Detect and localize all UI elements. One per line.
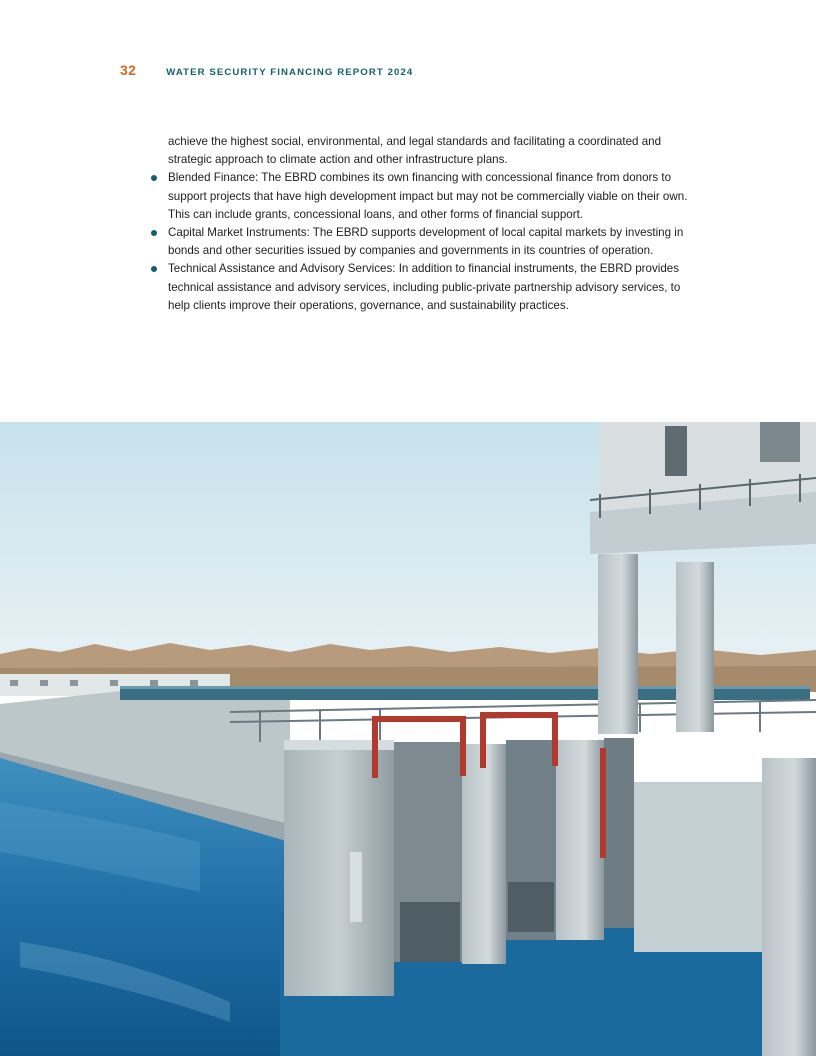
continuation-paragraph: achieve the highest social, environmental, and legal standards and facilitating a coordinated and strategic approach to climate action and other infrastructure plans. — [168, 135, 662, 167]
page-header — [120, 62, 413, 82]
report-title: WATER SECURITY FINANCING REPORT 2024 — [166, 67, 414, 78]
list-item — [168, 169, 696, 224]
bullet-icon — [151, 230, 157, 236]
list-item-text: Capital Market Instruments: The EBRD supports development of local capital markets by investing in bonds and other securities issued by companies and governments in its countries of operation. — [168, 226, 684, 258]
dam-sluice-gate-photo — [0, 422, 816, 1056]
bullet-list — [168, 169, 696, 315]
bullet-icon — [151, 266, 157, 272]
list-item-text: Blended Finance: The EBRD combines its own financing with concessional finance from donors to support projects that have high development impact but may not be commercially viable on their own. This can include grants, concessional loans, and other forms of financial support. — [168, 171, 688, 221]
page-number: 32 — [120, 62, 137, 78]
list-item — [168, 260, 696, 315]
bullet-icon — [151, 175, 157, 181]
list-item — [168, 224, 696, 260]
list-item-text: Technical Assistance and Advisory Services: In addition to financial instruments, the EBRD provides technical assistance and advisory services, including public-private partnership advisory services, to help clients improve their operations, governance, and sustainability practices. — [168, 262, 681, 312]
body-text — [168, 133, 696, 315]
